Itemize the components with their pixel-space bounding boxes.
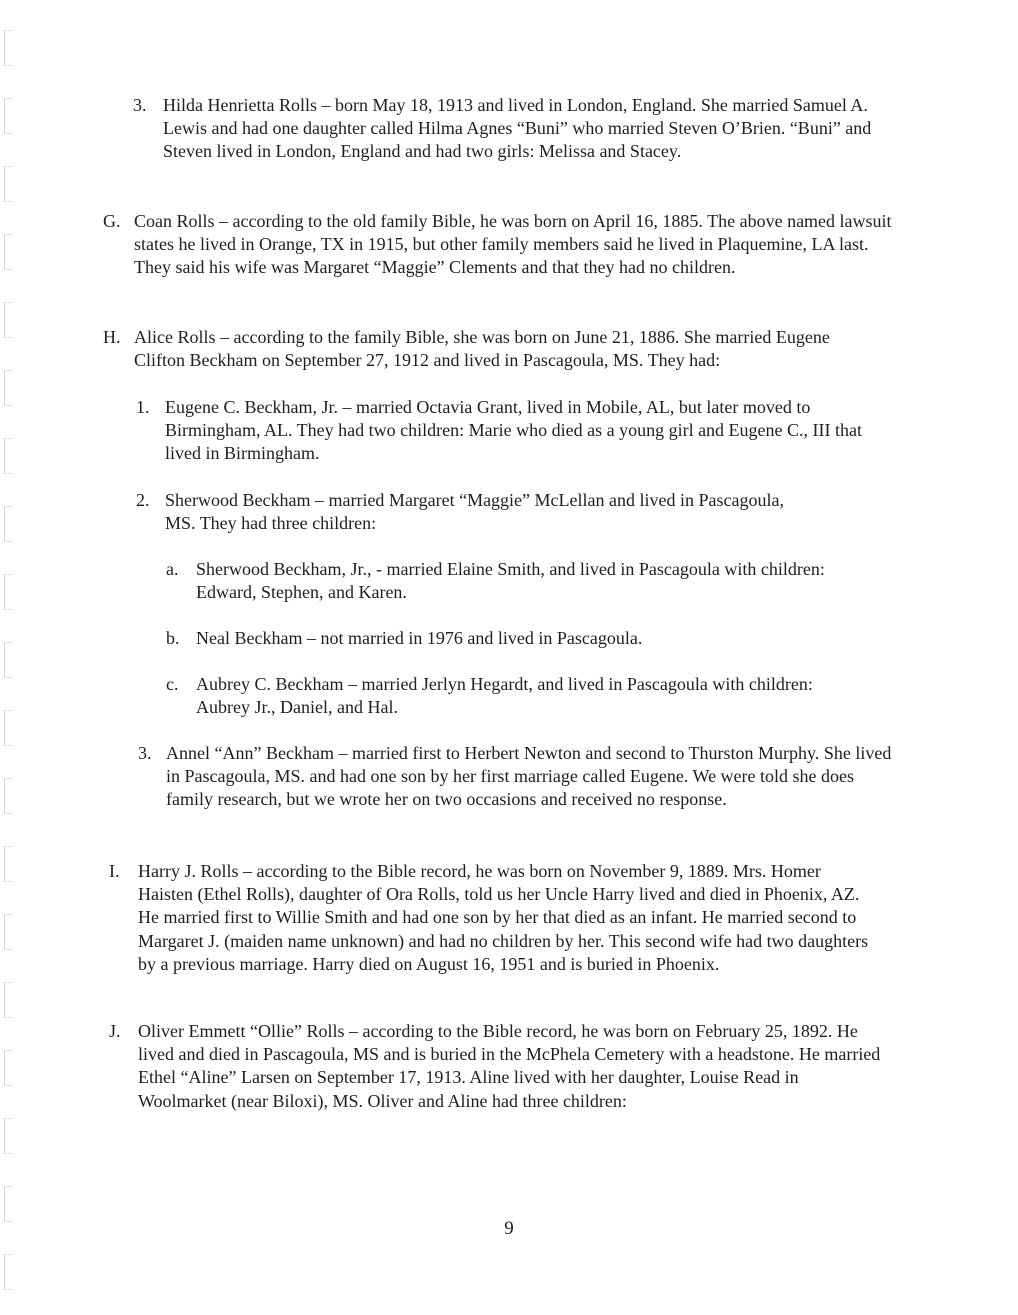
entry-neal-beckham [166, 627, 846, 650]
entry-text: Sherwood Beckham – married Margaret “Maggie” McLellan and lived in Pascagoula, MS. They had three children: [165, 490, 784, 534]
entry-text: Coan Rolls – according to the old family Bible, he was born on April 16, 1885. The above named lawsuit states he lived in Orange, TX in 1915, but other family members said he lived in Plaquemine, LA last. They said his wife was Margaret “Maggie” Clements and that they had no children. [134, 211, 892, 278]
entry-sherwood-beckham-jr [166, 558, 846, 604]
page-number: 9 [504, 1218, 514, 1239]
entry-text: Oliver Emmett “Ollie” Rolls – according to the Bible record, he was born on February 25, 1892. He lived and died in Pascagoula, MS and is buried in the McPhela Cemetery with a headstone. He married Ethel “Aline” Larsen on September 17, 1913. Aline lived with her daughter, Louise Read in Woolmarket (near Biloxi), MS. Oliver and Aline had three children: [138, 1021, 881, 1111]
entry-sherwood-beckham [136, 489, 805, 535]
entry-label: b. [166, 628, 180, 648]
entry-label: H. [103, 327, 121, 347]
binder-hole-marks [0, 0, 14, 1315]
entry-label: a. [166, 559, 179, 579]
entry-text: Hilda Henrietta Rolls – born May 18, 1913 and lived in London, England. She married Samuel A. Lewis and had one daughter called Hilma Agnes “Buni” who married Steven O’Brien. “Buni” and Steven lived in London, England and had two girls: Melissa and Stacey. [163, 95, 872, 162]
entry-text: Alice Rolls – according to the family Bible, she was born on June 21, 1886. She married Eugene Clifton Beckham on September 27, 1912 and lived in Pascagoula, MS. They had: [134, 327, 830, 371]
entry-label: J. [109, 1021, 121, 1041]
entry-label: c. [166, 674, 179, 694]
entry-eugene-c-beckham-jr [136, 396, 895, 466]
entry-aubrey-c-beckham [166, 673, 856, 719]
entry-text: Eugene C. Beckham, Jr. – married Octavia Grant, lived in Mobile, AL, but later moved to Birmingham, AL. They had two children: Marie who died as a young girl and Eugene C., III that lived in Birmingham. [165, 397, 863, 464]
entry-text: Annel “Ann” Beckham – married first to Herbert Newton and second to Thurston Murphy. She lived in Pascagoula, MS. and had one son by her first marriage called Eugene. We were told she does family research, but we wrote her on two occasions and received no response. [166, 743, 892, 810]
entry-text: Aubrey C. Beckham – married Jerlyn Hegardt, and lived in Pascagoula with children: Aubrey Jr., Daniel, and Hal. [196, 674, 813, 718]
entry-label: 3. [138, 743, 152, 763]
entry-oliver-emmett-rolls [109, 1020, 888, 1113]
entry-label: 1. [136, 397, 150, 417]
entry-alice-rolls [103, 326, 874, 372]
entry-label: 3. [133, 95, 147, 115]
entry-coan-rolls [103, 210, 894, 280]
entry-harry-j-rolls [109, 860, 878, 976]
entry-label: I. [109, 861, 120, 881]
entry-text: Harry J. Rolls – according to the Bible record, he was born on November 9, 1889. Mrs. Homer Haisten (Ethel Rolls), daughter of Ora Rolls, told us her Uncle Harry lived and died in Phoenix, AZ. He married first to Willie Smith and had one son by her that died as an infant. He married second to Margaret J. (maiden name unknown) and had no children by her. This second wife had two daughters by a previous marriage. Harry died on August 16, 1951 and is buried in Phoenix. [138, 861, 869, 974]
entry-label: G. [103, 211, 121, 231]
entry-text: Sherwood Beckham, Jr., - married Elaine Smith, and lived in Pascagoula with children: Edward, Stephen, and Karen. [196, 559, 825, 603]
entry-text: Neal Beckham – not married in 1976 and lived in Pascagoula. [196, 628, 643, 648]
entry-hilda-henrietta-rolls [133, 94, 893, 164]
entry-label: 2. [136, 490, 150, 510]
entry-annel-ann-beckham [138, 742, 896, 812]
